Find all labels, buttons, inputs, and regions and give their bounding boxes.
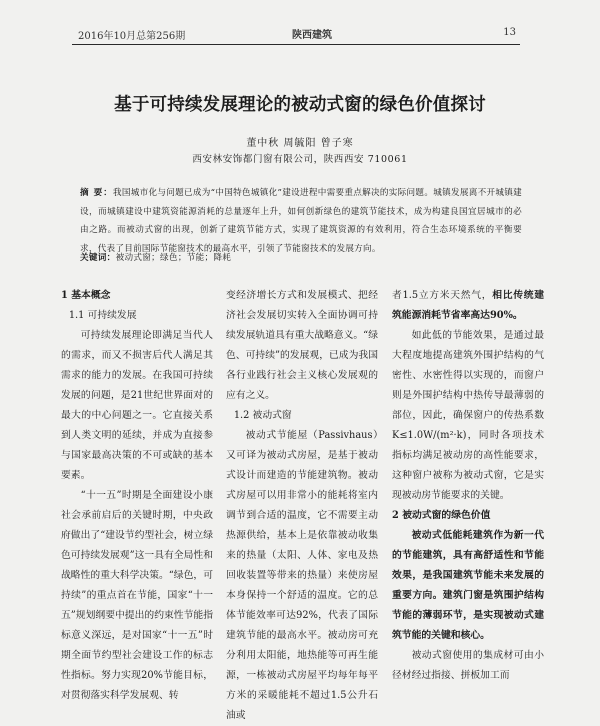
body-column-3: [392, 286, 544, 681]
body-column-2: [226, 286, 378, 721]
keywords-text: 被动式窗；绿色；节能；降耗: [115, 253, 232, 263]
article-authors: 董中秋 周毓阳 曾子寒: [246, 138, 354, 149]
paragraph: 被动式低能耗建筑作为新一代的节能建筑，具有高舒适性和节能效果，是我国建筑节能未来发展的重要方向。建筑门窗是筑围护结构节能的薄弱环节，是实现被动式建筑节能的关键和核心。: [392, 530, 544, 641]
author-affiliation: 西安林安饰都门窗有限公司，陕西西安 710061: [192, 154, 408, 165]
paragraph: 被动式节能屋（Passivhaus）又可译为被动式房屋，是基于被动式设计而建造的节能建筑物。被动式房屋可以用非常小的能耗将室内调节到合适的温度，它不需要主动热源供给，基本上是依靠被动收集来的热量（太阳、人体、家电及热回收装置等带来的热量）来使房屋本身保持一个舒适的温度。它的总体节能效率可达92%，代表了国际建筑节能的最高水平。被动房可充分利用太阳能，地热能等可再生能源，一栋被动式房屋平均每年每平方米的采暖能耗不超过1.5公升石油或: [226, 430, 378, 721]
paragraph: 变经济增长方式和发展模式、把经济社会发展切实转入全面协调可持续发展轨道具有重大战略意义。“绿色、可持续”的发展观，已成为我国各行业践行社会主义核心发展观的应有之义。: [226, 290, 378, 401]
paragraph: 被动式窗使用的集成材可由小径材经过指接、拼板加工而: [392, 650, 544, 681]
abstract: [80, 184, 522, 258]
keywords-label: 关键词：: [80, 253, 116, 263]
paragraph-bold-text: 相比传统建筑能源消耗节省率高达90%。: [392, 290, 544, 321]
paragraph: [392, 286, 544, 326]
body-column-1: [61, 286, 213, 701]
paragraph-text: 者1.5立方米天然气，: [392, 290, 493, 301]
abstract-text: 我国城市化与问题已成为“中国特色城镇化”建设进程中需要重点解决的实际问题。城镇发展离不开城镇建设，而城镇建设中建筑资能源消耗的总量逐年上升，如何创新绿色的建筑节能技术，成为构建良国宜居城市的必由之路。而被动式窗的出现，创新了建筑节能方式，实现了建筑资源的有效利用，符合生态环境系统的平衡要求，代表了目前国际节能窗技术的最高水平，引领了节能窗技术的发展方向。: [80, 188, 522, 254]
keywords: [80, 251, 522, 263]
subsection-heading: 1.1 可持续发展: [68, 310, 137, 321]
paragraph: 如此低的节能效果，是通过最大程度地提高建筑外围护结构的气密性、水密性得以实现的，而窗户则是外围护结构中热传导最薄弱的部位，因此，确保窗户的传热系数K≤1.0W/(m²·k)，同时各项技术指标均满足被动房的高性能要求，这种窗户被称为被动式窗，它是实现被动房节能要求的关键。: [392, 330, 544, 501]
journal-name: 陕西建筑: [292, 30, 332, 41]
page-number: 13: [503, 27, 516, 38]
issue-info: 2016年10月总第256期: [78, 31, 186, 42]
section-heading: 2 被动式窗的绿色价值: [392, 510, 491, 521]
subsection-heading: 1.2 被动式窗: [233, 410, 292, 421]
header-rule: [72, 44, 520, 45]
article-title: 基于可持续发展理论的被动式窗的绿色价值探讨: [114, 95, 486, 115]
section-heading: 1 基本概念: [61, 290, 111, 301]
paragraph: “十一五”时期是全面建设小康社会承前启后的关键时期，中央政府做出了“建设节约型社会，树立绿色可持续发展观”这一具有全局性和战略性的重大科学决策。“绿色，可持续”的重点首在节能，国家“十一五”规划纲要中提出的约束性节能指标意义深远，是对国家“十一五”时期全面节约型社会建设工作的标志性指标。努力实现20%节能目标，对贯彻落实科学发展观、转: [61, 490, 213, 701]
running-header: [78, 25, 516, 43]
abstract-label: 摘 要：: [80, 188, 113, 198]
paragraph: 可持续发展理论即满足当代人的需求，而又不损害后代人满足其需求的能力的发展。在我国可持续发展的问题，是21世纪世界面对的最大的中心问题之一。它直接关系到人类文明的延续，并成为直接参与国家最高决策的不可或缺的基本要素。: [61, 330, 213, 481]
